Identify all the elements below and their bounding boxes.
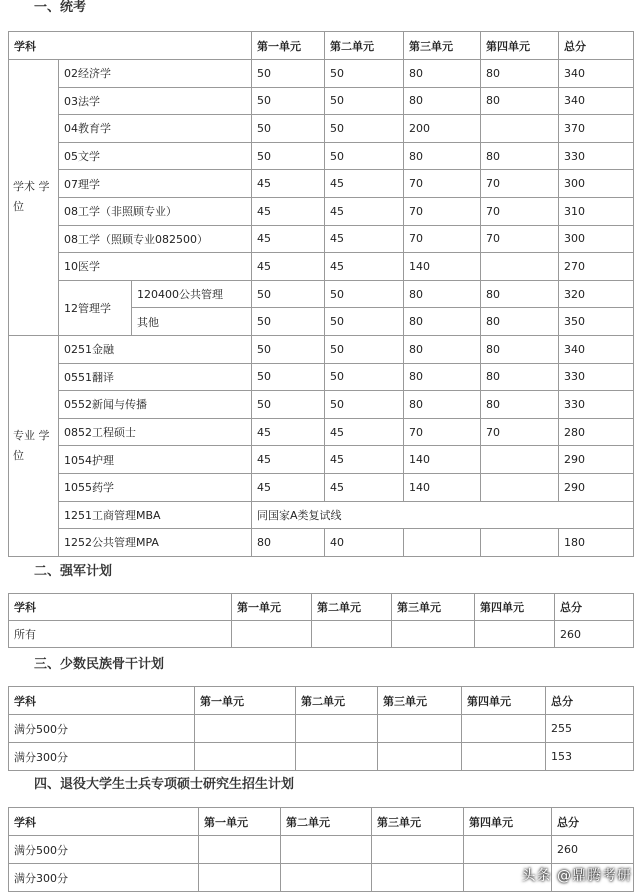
- cell-u2: 50: [325, 115, 404, 143]
- table-row: [9, 335, 634, 363]
- cell-u1: 50: [252, 87, 325, 115]
- cell-total: 300: [559, 170, 634, 198]
- cell-u4: 70: [481, 197, 559, 225]
- section-title-4: 四、退役大学生士兵专项硕士研究生招生计划: [34, 777, 295, 792]
- header-u2: 第二单元: [325, 32, 404, 60]
- section-title-3: 三、少数民族骨干计划: [34, 657, 165, 672]
- cell-u1: 45: [252, 473, 325, 501]
- cell-u4: 80: [481, 363, 559, 391]
- cell-subject: 满分300分: [9, 743, 195, 771]
- table-header-row: [9, 808, 634, 836]
- cell-u3: 80: [404, 363, 481, 391]
- cell-u4: [481, 529, 559, 557]
- cell-total: 330: [559, 363, 634, 391]
- cell-total: 280: [559, 418, 634, 446]
- header-subject: 学科: [9, 32, 252, 60]
- cell-u2: 45: [325, 473, 404, 501]
- cell-total: 370: [559, 115, 634, 143]
- cell-subject: 满分500分: [9, 715, 195, 743]
- cell-u4: 70: [481, 225, 559, 253]
- cell-u3: 140: [404, 473, 481, 501]
- sub-group-label-mgmt: 12管理学: [59, 280, 132, 335]
- cell-u4: 80: [481, 280, 559, 308]
- table-header-row: [9, 32, 634, 60]
- header-u4: 第四单元: [464, 808, 552, 836]
- cell-u3: 70: [404, 197, 481, 225]
- cell-u4: [462, 715, 546, 743]
- cell-total: 300: [559, 225, 634, 253]
- table-row: [9, 621, 634, 648]
- table-row: [9, 529, 634, 557]
- cell-u2: 40: [325, 529, 404, 557]
- cell-subject: 07理学: [59, 170, 252, 198]
- cell-subject: 08工学（非照顾专业）: [59, 197, 252, 225]
- cell-subject: 所有: [9, 621, 232, 648]
- table-header-row: [9, 594, 634, 621]
- cell-subject: 02经济学: [59, 60, 252, 88]
- header-u3: 第三单元: [404, 32, 481, 60]
- table-row: [9, 60, 634, 88]
- cell-u1: 45: [252, 446, 325, 474]
- header-u1: 第一单元: [195, 687, 296, 715]
- cell-u4: 80: [481, 60, 559, 88]
- header-u2: 第二单元: [312, 594, 392, 621]
- cell-subject: 满分500分: [9, 836, 199, 864]
- cell-subject: 120400公共管理: [132, 280, 252, 308]
- cell-u1: 45: [252, 418, 325, 446]
- cell-u1: [199, 864, 281, 892]
- cell-u2: 45: [325, 253, 404, 281]
- cell-total: 350: [559, 308, 634, 336]
- cell-u3: [378, 743, 462, 771]
- cell-u1: 50: [252, 60, 325, 88]
- cell-u1: [199, 836, 281, 864]
- header-u4: 第四单元: [462, 687, 546, 715]
- table-row: [9, 115, 634, 143]
- cell-u4: 70: [481, 170, 559, 198]
- table-row: [9, 142, 634, 170]
- cell-u2: [281, 864, 372, 892]
- group-label-professional: 专业 学位: [9, 335, 59, 556]
- cell-subject: 0552新闻与传播: [59, 391, 252, 419]
- cell-u3: 80: [404, 335, 481, 363]
- table-row: [9, 743, 634, 771]
- cell-total: 330: [559, 391, 634, 419]
- table-row: [9, 225, 634, 253]
- cell-subject: 10医学: [59, 253, 252, 281]
- cell-subject: 08工学（照顾专业082500）: [59, 225, 252, 253]
- cell-u3: [372, 864, 464, 892]
- cell-u2: [312, 621, 392, 648]
- table-row: [9, 391, 634, 419]
- watermark-text: 头条 @鼎腾考研: [521, 868, 632, 884]
- cell-total: 310: [559, 197, 634, 225]
- cell-u2: 50: [325, 87, 404, 115]
- cell-total: 260: [552, 836, 634, 864]
- header-subject: 学科: [9, 594, 232, 621]
- cell-note: 同国家A类复试线: [252, 501, 634, 529]
- cell-total: 340: [559, 60, 634, 88]
- table-army-plan: [8, 593, 634, 648]
- header-u4: 第四单元: [481, 32, 559, 60]
- group-label-academic: 学术 学位: [9, 60, 59, 336]
- table-minority-plan: [8, 686, 634, 771]
- cell-u3: [392, 621, 475, 648]
- header-u1: 第一单元: [232, 594, 312, 621]
- header-u3: 第三单元: [372, 808, 464, 836]
- header-total: 总分: [552, 808, 634, 836]
- cell-total: 330: [559, 142, 634, 170]
- cell-u2: 45: [325, 170, 404, 198]
- cell-u2: 50: [325, 335, 404, 363]
- cell-subject: 04教育学: [59, 115, 252, 143]
- table-row: [9, 501, 634, 529]
- cell-u2: [296, 743, 378, 771]
- cell-u2: 50: [325, 308, 404, 336]
- table-row: [9, 363, 634, 391]
- cell-subject: 0251金融: [59, 335, 252, 363]
- cell-u1: 45: [252, 253, 325, 281]
- cell-u3: [372, 836, 464, 864]
- cell-u3: 80: [404, 60, 481, 88]
- header-total: 总分: [546, 687, 634, 715]
- cell-u4: 80: [481, 142, 559, 170]
- cell-u1: 45: [252, 197, 325, 225]
- cell-u2: 50: [325, 363, 404, 391]
- cell-total: 153: [546, 743, 634, 771]
- cell-u3: 80: [404, 391, 481, 419]
- cell-subject: 05文学: [59, 142, 252, 170]
- cell-u4: [481, 473, 559, 501]
- cell-u3: 70: [404, 225, 481, 253]
- cell-subject: 0852工程硕士: [59, 418, 252, 446]
- cell-u3: 200: [404, 115, 481, 143]
- cell-total: 255: [546, 715, 634, 743]
- cell-u4: [475, 621, 555, 648]
- cell-subject: 1055药学: [59, 473, 252, 501]
- header-subject: 学科: [9, 687, 195, 715]
- section-title-1: 一、统考: [34, 0, 87, 15]
- cell-u4: [481, 253, 559, 281]
- cell-u4: 80: [481, 335, 559, 363]
- cell-total: 290: [559, 473, 634, 501]
- cell-u2: 50: [325, 391, 404, 419]
- cell-total: 180: [559, 529, 634, 557]
- cell-u4: 80: [481, 87, 559, 115]
- cell-u3: 70: [404, 418, 481, 446]
- cell-u1: 50: [252, 142, 325, 170]
- cell-u4: [464, 836, 552, 864]
- cell-u1: 50: [252, 391, 325, 419]
- cell-u3: 140: [404, 446, 481, 474]
- cell-u2: 50: [325, 280, 404, 308]
- cell-u1: [232, 621, 312, 648]
- table-row: [9, 446, 634, 474]
- cell-total: 290: [559, 446, 634, 474]
- cell-u4: [481, 115, 559, 143]
- header-u3: 第三单元: [392, 594, 475, 621]
- cell-u3: 80: [404, 280, 481, 308]
- cell-u1: 50: [252, 280, 325, 308]
- table-row: [9, 253, 634, 281]
- cell-u2: 45: [325, 446, 404, 474]
- cell-u4: [481, 446, 559, 474]
- cell-subject: 1251工商管理MBA: [59, 501, 252, 529]
- table-row: [9, 197, 634, 225]
- cell-subject: 03法学: [59, 87, 252, 115]
- cell-u3: 70: [404, 170, 481, 198]
- cell-total: 270: [559, 253, 634, 281]
- cell-u1: 50: [252, 335, 325, 363]
- cell-u2: 45: [325, 418, 404, 446]
- cell-u2: [281, 836, 372, 864]
- cell-u1: [195, 715, 296, 743]
- header-u3: 第三单元: [378, 687, 462, 715]
- cell-subject: 1252公共管理MPA: [59, 529, 252, 557]
- table-row: [9, 715, 634, 743]
- cell-u1: 45: [252, 170, 325, 198]
- header-u2: 第二单元: [296, 687, 378, 715]
- cell-u2: 50: [325, 142, 404, 170]
- cell-u4: 70: [481, 418, 559, 446]
- cell-u3: 80: [404, 308, 481, 336]
- cell-u1: 45: [252, 225, 325, 253]
- cell-u4: [462, 743, 546, 771]
- header-u1: 第一单元: [199, 808, 281, 836]
- cell-u1: 80: [252, 529, 325, 557]
- table-unified-exam: [8, 31, 634, 557]
- cell-u1: [195, 743, 296, 771]
- cell-u1: 50: [252, 115, 325, 143]
- cell-total: 340: [559, 87, 634, 115]
- table-header-row: [9, 687, 634, 715]
- cell-u1: 50: [252, 363, 325, 391]
- header-total: 总分: [559, 32, 634, 60]
- header-subject: 学科: [9, 808, 199, 836]
- cell-u3: 140: [404, 253, 481, 281]
- cell-subject: 其他: [132, 308, 252, 336]
- cell-total: 260: [555, 621, 634, 648]
- cell-u3: [404, 529, 481, 557]
- header-u2: 第二单元: [281, 808, 372, 836]
- cell-subject: 0551翻译: [59, 363, 252, 391]
- header-u1: 第一单元: [252, 32, 325, 60]
- cell-u3: 80: [404, 87, 481, 115]
- cell-u1: 50: [252, 308, 325, 336]
- cell-total: 340: [559, 335, 634, 363]
- cell-u4: 80: [481, 391, 559, 419]
- header-total: 总分: [555, 594, 634, 621]
- header-u4: 第四单元: [475, 594, 555, 621]
- table-row: [9, 87, 634, 115]
- cell-subject: 满分300分: [9, 864, 199, 892]
- table-row: [9, 418, 634, 446]
- table-row: [9, 170, 634, 198]
- cell-u2: 45: [325, 225, 404, 253]
- table-row: [9, 836, 634, 864]
- cell-total: 320: [559, 280, 634, 308]
- cell-u3: [378, 715, 462, 743]
- cell-subject: 1054护理: [59, 446, 252, 474]
- cell-u4: 80: [481, 308, 559, 336]
- cell-u2: 45: [325, 197, 404, 225]
- table-row: [9, 280, 634, 308]
- section-title-2: 二、强军计划: [34, 564, 113, 579]
- table-row: [9, 473, 634, 501]
- cell-u2: 50: [325, 60, 404, 88]
- cell-u3: 80: [404, 142, 481, 170]
- cell-u2: [296, 715, 378, 743]
